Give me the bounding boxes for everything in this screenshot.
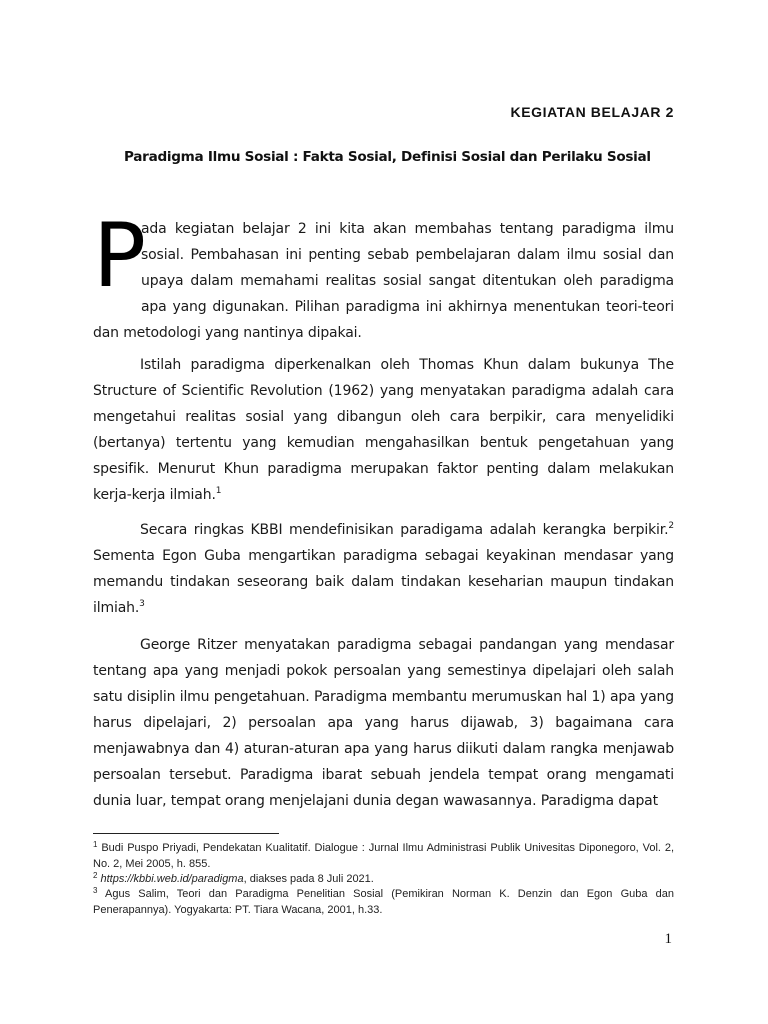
drop-cap: P xyxy=(93,204,146,307)
footnote-1-number: 1 xyxy=(93,840,98,849)
paragraph-ritzer xyxy=(93,632,674,814)
footnote-1-text: Budi Puspo Priyadi, Pendekatan Kualitatif. Dialogue : Jurnal Ilmu Administrasi Publik Univesitas Diponegoro, Vol. 2, No. 2, Mei 2005, h. 855. xyxy=(93,842,674,870)
paragraph-intro xyxy=(93,204,674,346)
footnote-3 xyxy=(93,887,674,918)
footnote-2-number: 2 xyxy=(93,871,98,880)
paragraph-intro-text: ada kegiatan belajar 2 ini kita akan membahas tentang paradigma ilmu sosial. Pembahasan ini penting sebab pembelajaran dalam ilmu sosial dan upaya dalam memahami realitas sosial sangat ditentukan oleh paradigma apa yang digunakan. Pilihan paradigma ini akhirnya menentukan teori-teori dan metodologi yang nantinya dipakai. xyxy=(93,221,674,341)
footnote-1 xyxy=(93,841,674,872)
footnote-2-text: , diakses pada 8 Juli 2021. xyxy=(243,873,374,885)
footnote-ref-3[interactable]: 3 xyxy=(139,599,145,609)
paragraph-khun xyxy=(93,352,674,508)
page-title: Paradigma Ilmu Sosial : Fakta Sosial, Definisi Sosial dan Perilaku Sosial xyxy=(124,149,651,165)
footnote-3-number: 3 xyxy=(93,886,98,895)
footnote-ref-2[interactable]: 2 xyxy=(668,521,674,531)
footnote-2 xyxy=(93,872,674,888)
paragraph-kbbi-text-a: Secara ringkas KBBI mendefinisikan paradigama adalah kerangka berpikir. xyxy=(140,522,669,538)
page-number: 1 xyxy=(664,931,672,947)
paragraph-ritzer-text: George Ritzer menyatakan paradigma sebagai pandangan yang mendasar tentang apa yang menjadi pokok persoalan yang semestinya dipelajari oleh salah satu disiplin ilmu pengetahuan. Paradigma membantu merumuskan hal 1) apa yang harus dipelajari, 2) persoalan apa yang harus dijawab, 3) bagaimana cara menjawabnya dan 4) aturan-aturan apa yang harus diikuti dalam rangka menjawab persoalan tersebut. Paradigma ibarat sebuah jendela tempat orang mengamati dunia luar, tempat orang menjelajani dunia degan wawasannya. Paradigma dapat xyxy=(93,637,674,809)
paragraph-khun-text: Istilah paradigma diperkenalkan oleh Thomas Khun dalam bukunya The Structure of Scientific Revolution (1962) yang menyatakan paradigma adalah cara mengetahui realitas sosial yang dibangun oleh cara berpikir, cara menyelidiki (bertanya) tertentu yang kemudian mengahasilkan bentuk pengetahuan yang spesifik. Menurut Khun paradigma merupakan faktor penting dalam melakukan kerja-kerja ilmiah. xyxy=(93,357,674,503)
paragraph-kbbi xyxy=(93,517,674,621)
footnote-3-text: Agus Salim, Teori dan Paradigma Penelitian Sosial (Pemikiran Norman K. Denzin dan Egon Guba dan Penerapannya). Yogyakarta: PT. Tiara Wacana, 2001, h.33. xyxy=(93,888,674,916)
section-label: KEGIATAN BELAJAR 2 xyxy=(510,104,674,120)
paragraph-kbbi-text-b: Sementa Egon Guba mengartikan paradigma sebagai keyakinan mendasar yang memandu tindakan seseorang baik dalam tindakan keseharian maupun tindakan ilmiah. xyxy=(93,548,674,616)
footnote-separator xyxy=(93,833,279,834)
footnote-ref-1[interactable]: 1 xyxy=(215,486,222,496)
footnote-2-link[interactable]: https://kbbi.web.id/paradigma xyxy=(97,873,244,885)
